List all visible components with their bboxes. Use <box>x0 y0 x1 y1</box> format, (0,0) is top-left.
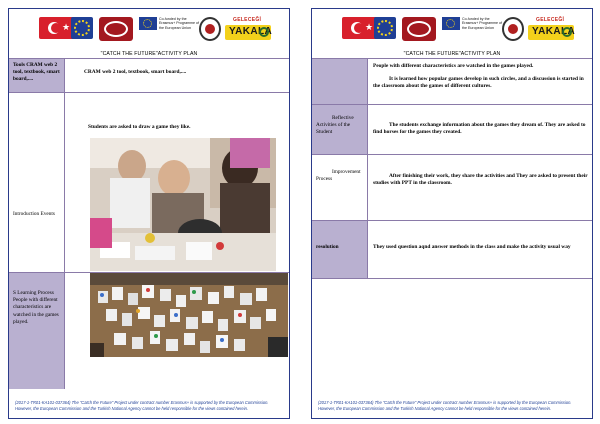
row-label: Reflective Activities of the Student <box>316 115 354 136</box>
logo-bar <box>312 17 592 47</box>
row-label: Improvement Process <box>316 169 361 183</box>
project-logo-top: GELECEĞİ <box>233 17 262 23</box>
table-row <box>9 59 289 93</box>
national-agency-logo <box>99 17 133 41</box>
row-content: After finishing their work, they share the activities and They are asked to present their studies with PPT in the classroom. <box>373 173 588 187</box>
table-row <box>9 273 289 389</box>
project-logo-top: GELECEĞİ <box>536 17 565 23</box>
school-logo <box>199 17 221 41</box>
table-row <box>312 155 592 221</box>
footer-disclaimer: (2017-1-TR01-KA101-037364) The "Catch the Future" Project under contract number Erasmus+ is supported by the European Commission. However, the European Commission and the Turkish National Agency cannot be held responsible for the views contained herein. <box>318 400 572 411</box>
eu-flag-logo <box>374 17 396 39</box>
row-label: Introduction Events <box>13 211 55 217</box>
left-page <box>8 8 290 419</box>
children-drawing-photo <box>90 138 276 271</box>
footer-disclaimer: (2017-1-TR01-KA101-037364) The "Catch the Future" Project under contract number Erasmus+ is supported by the European Commission. However, the European Commission and the Turkish National Agency cannot be held responsible for the views contained herein. <box>15 400 269 411</box>
logo-bar <box>9 17 289 47</box>
table-row <box>312 221 592 279</box>
row-label: S Learning Process People with different characteristics are watched in the games played. <box>13 290 59 325</box>
project-logo <box>225 17 271 43</box>
project-logo <box>528 17 574 43</box>
game-cards-photo <box>90 273 288 357</box>
national-agency-logo <box>402 17 436 41</box>
right-page <box>311 8 593 419</box>
erasmus-caption: Co-funded by the Erasmus+ Programme of the European Union <box>462 17 503 30</box>
table-row <box>312 59 592 105</box>
erasmus-eu-logo <box>139 17 157 30</box>
row-label: resolution <box>316 244 339 250</box>
row-content: Students are asked to draw a game they like. <box>88 124 191 130</box>
erasmus-caption: Co-funded by the Erasmus+ Programme of the European Union <box>159 17 200 30</box>
row-content: CRAM web 2 tool, textbook, smart board,.... <box>84 69 187 75</box>
erasmus-eu-logo <box>442 17 460 30</box>
table-row <box>9 93 289 273</box>
eu-flag-logo <box>71 17 93 39</box>
table-row <box>312 105 592 155</box>
turkish-flag-logo: ★ <box>39 17 77 39</box>
activity-table <box>312 58 592 250</box>
row-content: They used question aqnd answer methods in the class and make the activity usual way <box>373 244 571 250</box>
row-content-line-1: People with different characteristics are watched in the games played. <box>373 63 534 69</box>
row-content: The students exchange information about the games they dream of. They are asked to find horses for the games they created. <box>373 122 586 136</box>
project-logo-word: YAKALA <box>229 26 273 37</box>
project-logo-word: YAKALA <box>532 26 576 37</box>
row-content-line-2: It is learned how popular games develop in such circles, and a discussion is started in the classroom about the games of different cultures. <box>373 76 584 90</box>
activity-table <box>9 58 289 325</box>
plan-title: "CATCH THE FUTURE"ACTIVITY PLAN <box>100 51 198 57</box>
school-logo <box>502 17 524 41</box>
plan-title: "CATCH THE FUTURE"ACTIVITY PLAN <box>403 51 501 57</box>
turkish-flag-logo: ★ <box>342 17 380 39</box>
row-label: Tools CRAM web 2 tool, textbook, smart board,.... <box>13 62 60 83</box>
